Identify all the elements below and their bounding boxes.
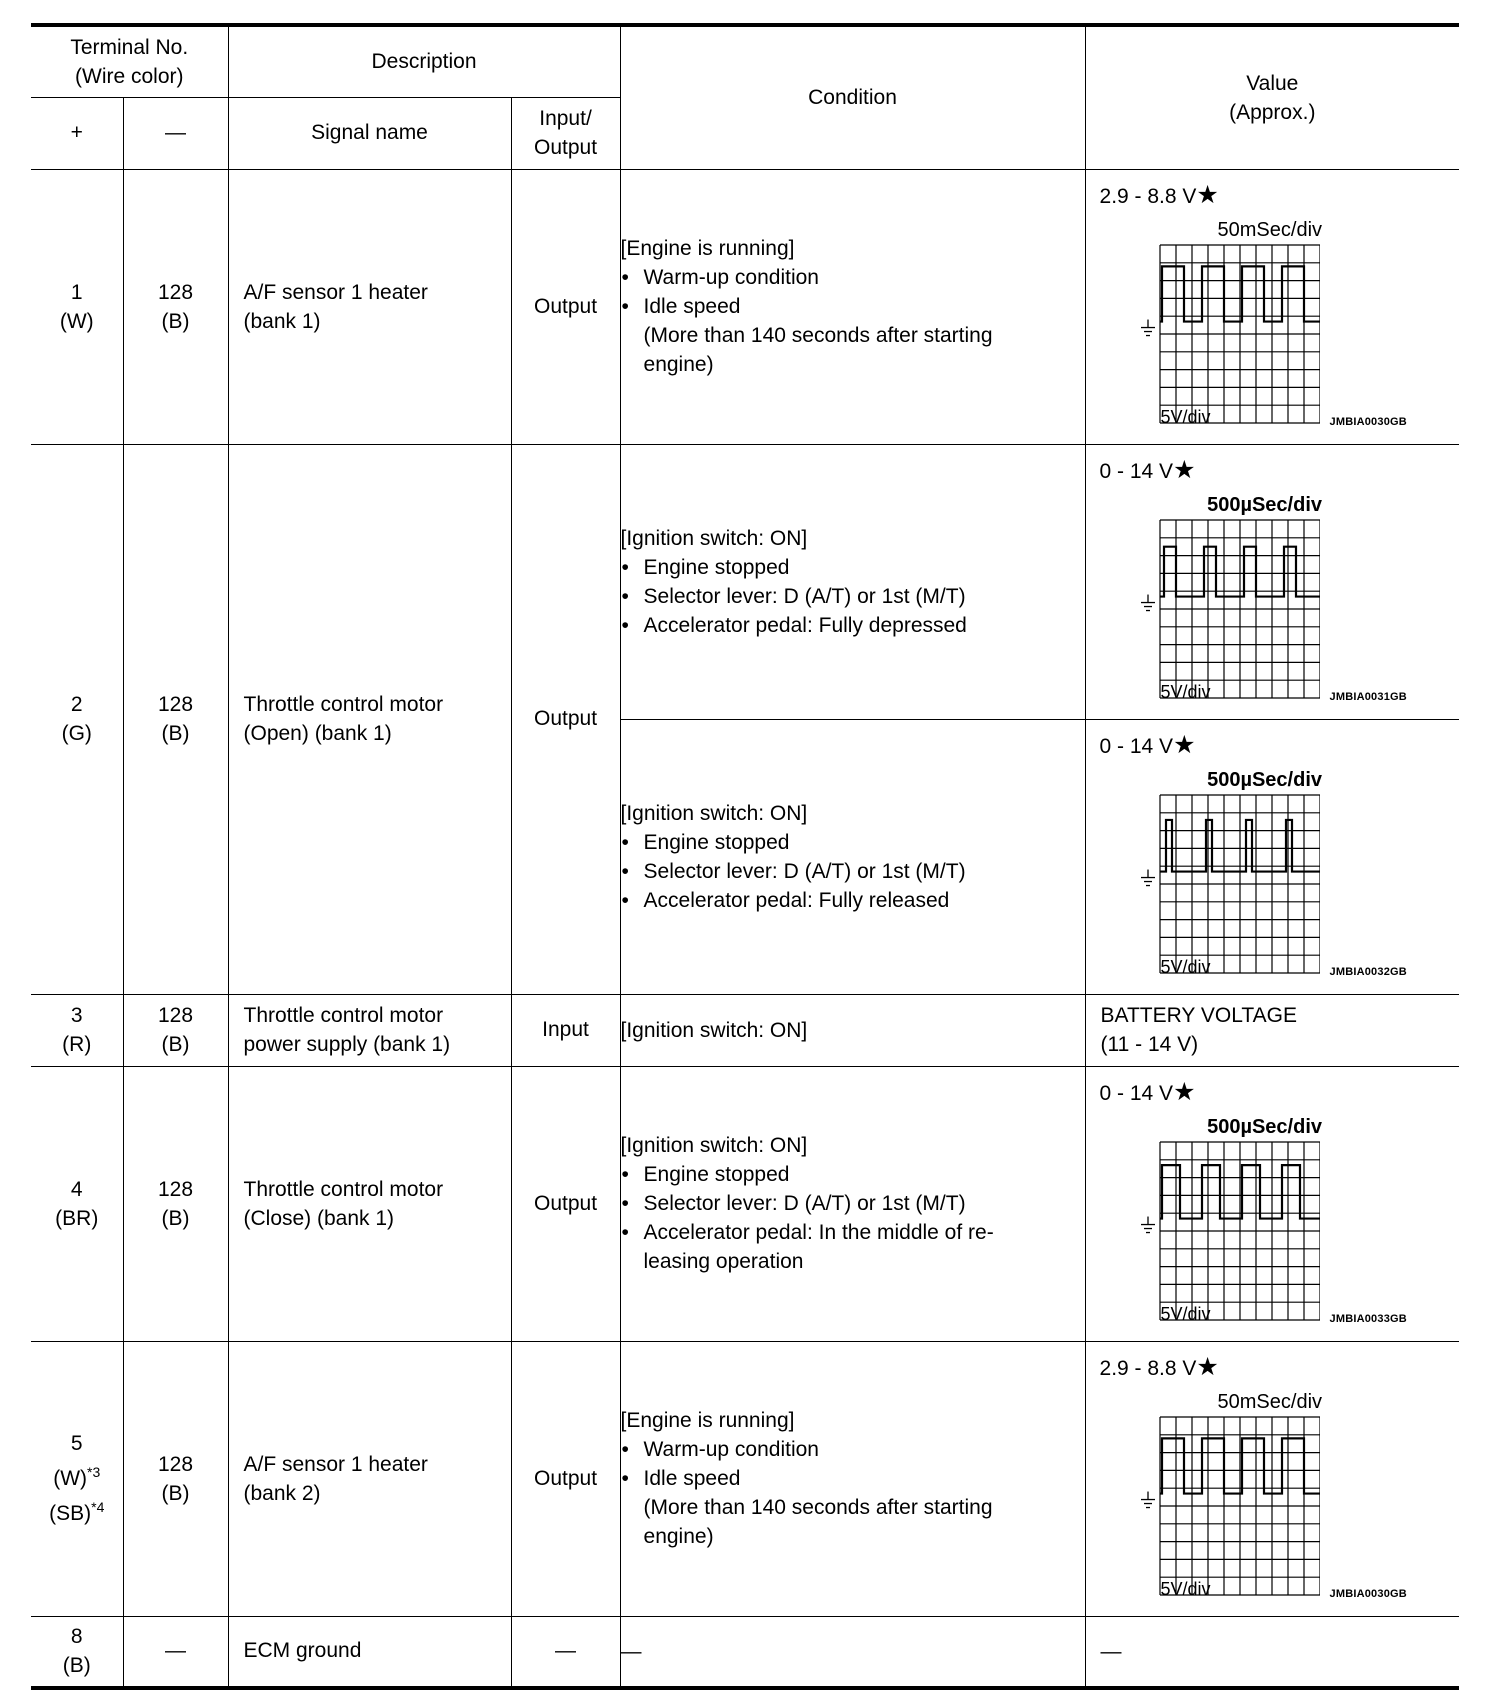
signal-line: power supply (bank 1) xyxy=(243,1033,451,1056)
ground-icon xyxy=(1141,595,1155,611)
condition-bullet: • Accelerator pedal: Fully released xyxy=(621,886,1085,915)
condition-cell xyxy=(620,719,1085,994)
footnote-ref: *3 xyxy=(87,1464,101,1480)
signal-name xyxy=(228,1066,511,1341)
neg-wire-color: (B) xyxy=(161,1206,190,1230)
figure-code: JMBIA0030GB xyxy=(1329,1588,1407,1600)
pos-terminal xyxy=(31,1616,123,1688)
condition-note: engine) xyxy=(643,353,714,376)
pos-wire-color: (W) xyxy=(59,309,94,333)
condition-bullet: • Accelerator pedal: Fully depressed xyxy=(621,611,1085,640)
condition-note: (More than 140 seconds after starting xyxy=(643,1496,993,1519)
pos-wire-color xyxy=(31,1493,123,1528)
table-row xyxy=(31,1066,1459,1341)
condition-note: (More than 140 seconds after starting xyxy=(643,324,993,347)
ground-icon xyxy=(1141,870,1155,886)
input-output: Output xyxy=(511,169,620,444)
time-per-div: 500µSec/div xyxy=(1207,769,1323,791)
condition-note: leasing operation xyxy=(643,1250,804,1273)
volts-per-div: 5V/div xyxy=(1160,1579,1211,1599)
condition-bullet: • Engine stopped xyxy=(621,828,1085,857)
table-row xyxy=(31,994,1459,1066)
header-wire-color-label: (Wire color) xyxy=(75,64,184,88)
condition-bullet: • Warm-up condition xyxy=(621,263,1085,292)
signal-line: A/F sensor 1 heater xyxy=(243,1452,428,1476)
signal-name xyxy=(228,444,511,994)
neg-terminal: — xyxy=(123,1616,228,1688)
pos-number: 1 xyxy=(70,280,83,304)
neg-terminal xyxy=(123,1341,228,1616)
header-io-line2: Output xyxy=(533,136,598,159)
signal-name xyxy=(228,169,511,444)
neg-wire-color: (B) xyxy=(161,1481,190,1505)
neg-terminal xyxy=(123,169,228,444)
condition-bullets xyxy=(621,828,1085,915)
neg-number: 128 xyxy=(157,693,194,716)
header-terminal-no xyxy=(31,25,228,97)
value-range-text: 0 - 14 V xyxy=(1099,460,1174,483)
condition-bullets xyxy=(621,553,1085,640)
pos-terminal xyxy=(31,1341,123,1616)
value-cell xyxy=(1085,444,1459,719)
input-output: Output xyxy=(511,1066,620,1341)
scope-value xyxy=(1086,1067,1460,1340)
figure-code: JMBIA0030GB xyxy=(1329,416,1407,428)
signal-line: (bank 2) xyxy=(243,1481,321,1505)
condition-bullet: • Selector lever: D (A/T) or 1st (M/T) xyxy=(621,1189,1085,1218)
pos-number: 5 xyxy=(70,1432,83,1455)
time-per-div: 50mSec/div xyxy=(1217,219,1323,241)
oscilloscope-icon xyxy=(1140,1412,1320,1597)
scope-value xyxy=(1086,1342,1460,1615)
time-per-div: 500µSec/div xyxy=(1207,1116,1323,1138)
header-value-label: Value xyxy=(1246,71,1299,95)
volts-per-div: 5V/div xyxy=(1160,1304,1211,1324)
neg-wire-color: (B) xyxy=(161,1033,190,1056)
figure-code: JMBIA0032GB xyxy=(1329,966,1407,978)
table-row xyxy=(31,444,1459,719)
pos-wire-color-text: (SB) xyxy=(49,1502,92,1525)
signal-line: Throttle control motor xyxy=(243,1177,444,1201)
condition-cell: — xyxy=(620,1616,1085,1688)
ground-icon xyxy=(1141,1492,1155,1508)
pos-terminal xyxy=(31,169,123,444)
signal-name: ECM ground xyxy=(228,1616,511,1688)
neg-number: 128 xyxy=(157,1452,194,1476)
condition-cell xyxy=(620,444,1085,719)
neg-terminal xyxy=(123,1066,228,1341)
pos-wire-color: (R) xyxy=(62,1033,92,1056)
condition-bullet xyxy=(621,1464,1085,1551)
signal-name xyxy=(228,994,511,1066)
ecm-terminal-table xyxy=(31,23,1459,1690)
condition-cell: [Ignition switch: ON] xyxy=(620,994,1085,1066)
pos-number: 2 xyxy=(70,693,83,716)
value-range xyxy=(1100,1352,1219,1382)
condition-bullet xyxy=(621,1218,1085,1276)
condition-bullet-text: Idle speed xyxy=(643,1467,741,1490)
pos-terminal xyxy=(31,444,123,994)
condition-cell xyxy=(620,1066,1085,1341)
value-text: (11 - 14 V) xyxy=(1100,1033,1199,1056)
header-row-1 xyxy=(31,25,1459,97)
condition-note: engine) xyxy=(643,1525,714,1548)
value-cell xyxy=(1085,169,1459,444)
pos-wire-color xyxy=(31,1458,123,1493)
signal-line: (Close) (bank 1) xyxy=(243,1206,395,1230)
scope-value xyxy=(1086,170,1460,443)
condition-bullet: • Warm-up condition xyxy=(621,1435,1085,1464)
pos-wire-color: (BR) xyxy=(55,1206,99,1230)
scope-grid xyxy=(1160,795,1320,973)
star-icon: ★ xyxy=(1196,1353,1219,1381)
condition-head: [Ignition switch: ON] xyxy=(620,526,808,550)
neg-terminal xyxy=(123,444,228,994)
oscilloscope-icon xyxy=(1140,515,1320,700)
signal-line: Throttle control motor xyxy=(243,1004,444,1027)
input-output: Output xyxy=(511,1341,620,1616)
star-icon: ★ xyxy=(1173,731,1196,759)
value-range-text: 0 - 14 V xyxy=(1099,1082,1174,1105)
input-output: — xyxy=(511,1616,620,1688)
pos-number: 4 xyxy=(70,1177,83,1201)
condition-cell xyxy=(620,169,1085,444)
neg-terminal xyxy=(123,994,228,1066)
scope-value xyxy=(1086,720,1460,993)
signal-line: A/F sensor 1 heater xyxy=(243,280,428,304)
table-row xyxy=(31,169,1459,444)
header-value xyxy=(1085,25,1459,169)
value-cell xyxy=(1085,994,1459,1066)
figure-code: JMBIA0033GB xyxy=(1329,1313,1407,1325)
value-range xyxy=(1100,180,1219,210)
header-minus: — xyxy=(123,97,228,169)
condition-bullets xyxy=(621,263,1085,379)
value-cell xyxy=(1085,1066,1459,1341)
condition-head: [Ignition switch: ON] xyxy=(620,801,808,825)
condition-bullet-text: Idle speed xyxy=(643,295,741,318)
terminal-table-wrapper xyxy=(31,23,1459,1690)
ground-icon xyxy=(1141,320,1155,336)
neg-number: 128 xyxy=(157,1004,194,1027)
input-output: Output xyxy=(511,444,620,994)
condition-head: [Engine is running] xyxy=(620,1409,795,1432)
scope-grid xyxy=(1160,1142,1320,1320)
value-range-text: 2.9 - 8.8 V xyxy=(1099,185,1197,208)
condition-bullet: • Engine stopped xyxy=(621,553,1085,582)
figure-code: JMBIA0031GB xyxy=(1329,691,1407,703)
footnote-ref: *4 xyxy=(91,1499,105,1515)
condition-bullets xyxy=(621,1160,1085,1276)
scope-value xyxy=(1086,445,1460,718)
signal-line: Throttle control motor xyxy=(243,693,444,716)
condition-bullet: • Selector lever: D (A/T) or 1st (M/T) xyxy=(621,857,1085,886)
time-per-div: 500µSec/div xyxy=(1207,494,1323,516)
pos-terminal xyxy=(31,994,123,1066)
value-cell xyxy=(1085,1341,1459,1616)
pos-wire-color-text: (W) xyxy=(53,1467,88,1490)
condition-bullets xyxy=(621,1435,1085,1551)
star-icon: ★ xyxy=(1173,1078,1196,1106)
value-range xyxy=(1100,455,1196,485)
oscilloscope-icon xyxy=(1140,1137,1320,1322)
pos-wire-color: (G) xyxy=(61,722,92,745)
volts-per-div: 5V/div xyxy=(1160,957,1211,977)
star-icon: ★ xyxy=(1196,181,1219,209)
value-range-text: 2.9 - 8.8 V xyxy=(1099,1357,1197,1380)
volts-per-div: 5V/div xyxy=(1160,682,1211,702)
neg-number: 128 xyxy=(157,1177,194,1201)
header-plus: + xyxy=(31,97,123,169)
value-cell: — xyxy=(1085,1616,1459,1688)
volts-per-div: 5V/div xyxy=(1160,407,1211,427)
value-range xyxy=(1100,730,1196,760)
condition-bullet: • Engine stopped xyxy=(621,1160,1085,1189)
time-per-div: 50mSec/div xyxy=(1217,1391,1323,1413)
pos-wire-color: (B) xyxy=(62,1654,91,1678)
input-output: Input xyxy=(511,994,620,1066)
condition-bullet xyxy=(621,292,1085,379)
pos-number: 8 xyxy=(70,1625,83,1649)
signal-name xyxy=(228,1341,511,1616)
condition-bullet: • Selector lever: D (A/T) or 1st (M/T) xyxy=(621,582,1085,611)
neg-wire-color: (B) xyxy=(161,722,190,745)
table-row xyxy=(31,1341,1459,1616)
table-row xyxy=(31,1616,1459,1688)
header-description: Description xyxy=(228,25,620,97)
header-signal-name: Signal name xyxy=(228,97,511,169)
header-approx-label: (Approx.) xyxy=(1229,100,1316,124)
value-range xyxy=(1100,1077,1196,1107)
header-condition: Condition xyxy=(620,25,1085,169)
signal-line: (Open) (bank 1) xyxy=(243,722,392,745)
value-range-text: 0 - 14 V xyxy=(1099,735,1174,758)
header-input-output xyxy=(511,97,620,169)
header-terminal-no-label: Terminal No. xyxy=(70,35,189,59)
pos-terminal xyxy=(31,1066,123,1341)
ground-icon xyxy=(1141,1217,1155,1233)
signal-line: (bank 1) xyxy=(243,309,321,333)
neg-wire-color: (B) xyxy=(161,309,190,333)
value-text: BATTERY VOLTAGE xyxy=(1100,1004,1297,1027)
neg-number: 128 xyxy=(157,280,194,304)
star-icon: ★ xyxy=(1173,456,1196,484)
header-io-line1: Input/ xyxy=(539,107,592,130)
condition-head: [Ignition switch: ON] xyxy=(620,1134,808,1157)
pos-number: 3 xyxy=(70,1004,83,1027)
value-cell xyxy=(1085,719,1459,994)
condition-bullet-text: Accelerator pedal: In the middle of re- xyxy=(643,1221,994,1244)
oscilloscope-icon xyxy=(1140,790,1320,975)
condition-head: [Engine is running] xyxy=(620,237,795,260)
oscilloscope-icon xyxy=(1140,240,1320,425)
condition-cell xyxy=(620,1341,1085,1616)
